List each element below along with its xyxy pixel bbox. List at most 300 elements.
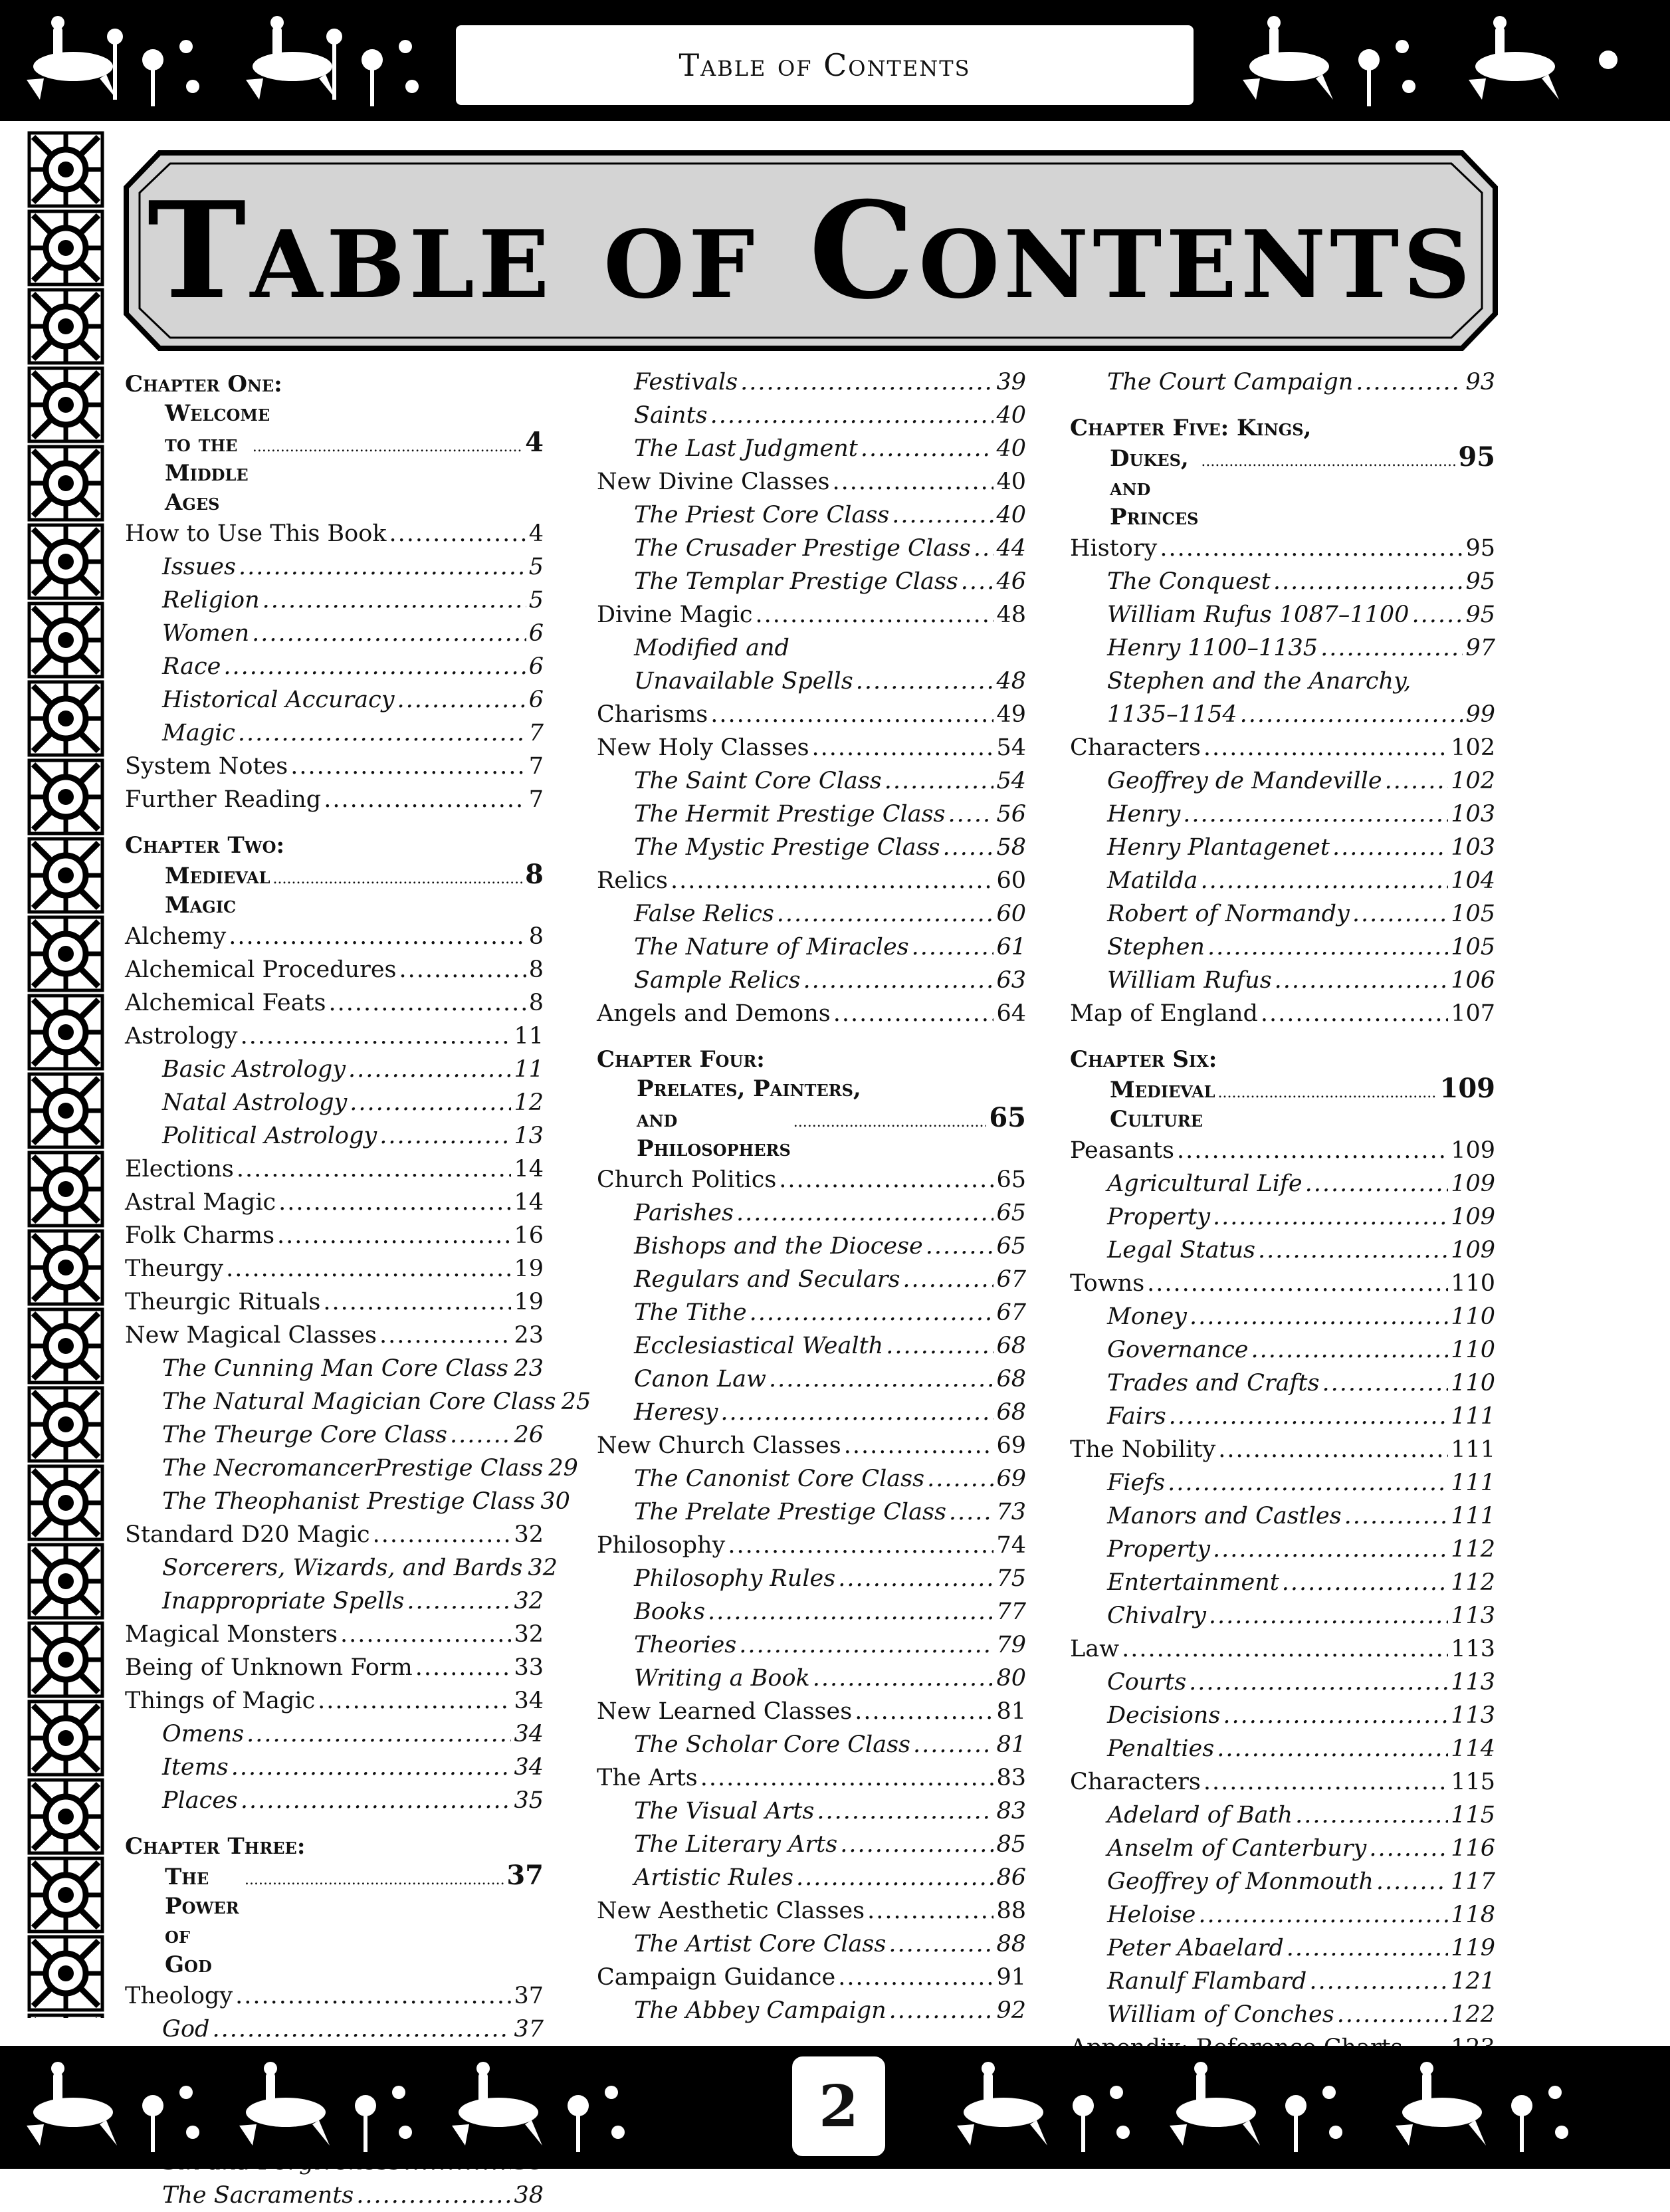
toc-entry[interactable] bbox=[125, 517, 544, 550]
dot-leader bbox=[1213, 1200, 1448, 1234]
page-ref: 83 bbox=[996, 1765, 1026, 1791]
dot-leader bbox=[844, 1429, 994, 1462]
entry-label: Modified and bbox=[634, 635, 789, 661]
dot-leader bbox=[238, 717, 526, 750]
toc-subentry[interactable] bbox=[597, 964, 1026, 997]
toc-subentry[interactable] bbox=[597, 1329, 1026, 1363]
page-ref: 11 bbox=[514, 1023, 544, 1050]
toc-subentry[interactable] bbox=[1070, 1898, 1495, 1932]
page-ref: 40 bbox=[996, 402, 1026, 429]
entry-label: Magic bbox=[162, 720, 235, 746]
toc-entry[interactable] bbox=[597, 1529, 1026, 1562]
dot-leader bbox=[373, 1518, 512, 1551]
dot-leader bbox=[1147, 1267, 1448, 1300]
toc-entry[interactable] bbox=[597, 1761, 1026, 1795]
entry-label: False Relics bbox=[634, 901, 774, 927]
entry-label: Trades and Crafts bbox=[1107, 1370, 1320, 1396]
toc-subentry[interactable] bbox=[597, 432, 1026, 465]
toc-subentry[interactable] bbox=[125, 550, 544, 584]
toc-subentry[interactable] bbox=[597, 1994, 1026, 2027]
toc-subentry[interactable] bbox=[597, 1263, 1026, 1296]
page-ref: 6 bbox=[528, 653, 544, 680]
page-ref: 81 bbox=[996, 1731, 1026, 1758]
page-ref: 106 bbox=[1451, 967, 1495, 994]
dot-leader bbox=[1337, 1998, 1449, 2031]
dot-leader bbox=[943, 831, 994, 864]
chapter-heading[interactable] bbox=[597, 1045, 1026, 1163]
toc-entry[interactable] bbox=[125, 1684, 544, 1717]
chapter-heading[interactable] bbox=[125, 831, 544, 920]
entry-label: The Crusader Prestige Class bbox=[634, 535, 971, 562]
toc-entry[interactable] bbox=[125, 953, 544, 986]
entry-label: Issues bbox=[162, 554, 236, 580]
page-ref: 14 bbox=[514, 1156, 544, 1182]
dot-leader bbox=[1287, 1932, 1448, 1965]
toc-subentry[interactable] bbox=[1070, 1533, 1495, 1566]
toc-subentry[interactable] bbox=[1070, 864, 1495, 897]
page-ref: 103 bbox=[1451, 801, 1495, 828]
toc-entry[interactable] bbox=[125, 783, 544, 816]
page-ref: 97 bbox=[1465, 635, 1495, 661]
toc-subentry[interactable] bbox=[597, 1861, 1026, 1894]
toc-subentry[interactable] bbox=[597, 665, 1026, 698]
toc-subentry[interactable] bbox=[1070, 831, 1495, 864]
toc-entry[interactable] bbox=[597, 465, 1026, 498]
dot-leader bbox=[796, 1861, 993, 1894]
toc-subentry[interactable] bbox=[125, 1452, 578, 1485]
entry-label: Heresy bbox=[634, 1399, 718, 1426]
toc-subentry[interactable] bbox=[1070, 631, 1495, 665]
entry-label: Stephen and the Anarchy, bbox=[1107, 668, 1411, 695]
entry-label: The Artist Core Class bbox=[634, 1931, 887, 1957]
chapter-title-line: Prelates, Painters, bbox=[637, 1075, 861, 1102]
toc-subentry[interactable] bbox=[1070, 1234, 1495, 1267]
dot-leader bbox=[252, 617, 526, 650]
dot-leader bbox=[892, 498, 993, 532]
dot-leader bbox=[812, 731, 994, 764]
page-ref: 110 bbox=[1451, 1337, 1495, 1363]
toc-subentry[interactable] bbox=[125, 1551, 558, 1585]
toc-entry[interactable] bbox=[125, 1186, 544, 1219]
toc-entry[interactable] bbox=[597, 1695, 1026, 1728]
toc-subentry[interactable] bbox=[1070, 1466, 1495, 1499]
toc-subentry[interactable] bbox=[1070, 665, 1495, 698]
toc-subentry[interactable] bbox=[125, 1053, 544, 1086]
entry-label: The Theurge Core Class bbox=[162, 1422, 448, 1448]
chapter-title-line: Chapter Three: bbox=[125, 1833, 306, 1860]
chapter-heading[interactable] bbox=[1070, 1045, 1495, 1134]
toc-entry[interactable] bbox=[1070, 1267, 1495, 1300]
entry-label: The Nobility bbox=[1070, 1436, 1216, 1463]
toc-subentry[interactable] bbox=[125, 1717, 544, 1751]
toc-subentry[interactable] bbox=[597, 565, 1026, 598]
dot-leader bbox=[1183, 798, 1448, 831]
toc-subentry[interactable] bbox=[597, 1462, 1026, 1495]
toc-entry[interactable] bbox=[1070, 1134, 1495, 1167]
toc-subentry[interactable] bbox=[1070, 1333, 1495, 1367]
toc-subentry[interactable] bbox=[125, 1485, 570, 1518]
toc-entry[interactable] bbox=[1070, 731, 1495, 764]
page-ref: 68 bbox=[996, 1366, 1026, 1392]
toc-entry[interactable] bbox=[597, 598, 1026, 631]
dot-leader bbox=[720, 1396, 993, 1429]
dot-leader bbox=[241, 1020, 512, 1053]
toc-subentry[interactable] bbox=[125, 2013, 544, 2046]
toc-entry[interactable] bbox=[597, 731, 1026, 764]
page-ref: 116 bbox=[1451, 1835, 1495, 1862]
page-ref: 12 bbox=[514, 1089, 544, 1116]
toc-subentry[interactable] bbox=[1070, 1998, 1495, 2031]
toc-subentry[interactable] bbox=[1070, 1799, 1495, 1832]
dot-leader bbox=[1258, 1234, 1448, 1267]
dot-leader bbox=[769, 1363, 993, 1396]
page-ref: 85 bbox=[996, 1831, 1026, 1858]
toc-subentry[interactable] bbox=[125, 617, 544, 650]
toc-subentry[interactable] bbox=[125, 1119, 544, 1153]
toc-subentry[interactable] bbox=[1070, 1832, 1495, 1865]
page-ref: 115 bbox=[1451, 1769, 1495, 1795]
toc-subentry[interactable] bbox=[597, 532, 1026, 565]
page-ref: 7 bbox=[528, 753, 544, 780]
page-ref: 111 bbox=[1451, 1403, 1495, 1430]
dot-leader bbox=[278, 1186, 511, 1219]
toc-subentry[interactable] bbox=[597, 1562, 1026, 1595]
toc-subentry[interactable] bbox=[125, 1352, 544, 1385]
dot-leader bbox=[229, 920, 526, 953]
toc-subentry[interactable] bbox=[597, 1928, 1026, 1961]
page-ref: 115 bbox=[1451, 1802, 1495, 1828]
dot-leader bbox=[926, 1230, 994, 1263]
toc-subentry[interactable] bbox=[597, 1363, 1026, 1396]
toc-subentry[interactable] bbox=[597, 931, 1026, 964]
page-ref: 11 bbox=[514, 1056, 544, 1083]
toc-entry[interactable] bbox=[125, 1020, 544, 1053]
toc-subentry[interactable] bbox=[125, 1784, 544, 1817]
toc-subentry[interactable] bbox=[125, 1418, 544, 1452]
page-ref: 40 bbox=[996, 502, 1026, 528]
page-ref: 65 bbox=[996, 1166, 1026, 1193]
entry-label: William Rufus bbox=[1107, 967, 1272, 994]
dot-leader bbox=[1385, 764, 1449, 798]
toc-subentry[interactable] bbox=[597, 764, 1026, 798]
toc-subentry[interactable] bbox=[597, 1662, 1026, 1695]
chapter-heading[interactable] bbox=[1070, 413, 1495, 532]
entry-label: Unavailable Spells bbox=[634, 668, 853, 695]
toc-entry[interactable] bbox=[125, 1618, 544, 1651]
entry-label: The Arts bbox=[597, 1765, 698, 1791]
dot-leader bbox=[889, 1994, 994, 2027]
page-number: 2 bbox=[788, 2052, 889, 2160]
toc-entry[interactable] bbox=[597, 1961, 1026, 1994]
dot-leader bbox=[239, 550, 526, 584]
dot-leader bbox=[927, 1462, 993, 1495]
toc-subentry[interactable] bbox=[597, 498, 1026, 532]
page-ref: 113 bbox=[1451, 1603, 1495, 1629]
entry-label: The Literary Arts bbox=[634, 1831, 838, 1858]
dot-leader bbox=[1168, 1466, 1448, 1499]
toc-subentry[interactable] bbox=[125, 1385, 591, 1418]
entry-label: History bbox=[1070, 535, 1158, 562]
celtic-knot-border bbox=[27, 130, 105, 2018]
dot-leader bbox=[245, 1866, 504, 1895]
toc-subentry[interactable] bbox=[597, 1828, 1026, 1861]
page-ref: 49 bbox=[996, 701, 1026, 728]
entry-label: Adelard of Bath bbox=[1107, 1802, 1293, 1828]
toc-subentry[interactable] bbox=[125, 1086, 544, 1119]
dot-leader bbox=[397, 683, 526, 717]
page-ref: 37 bbox=[506, 1860, 544, 1891]
toc-entry[interactable] bbox=[125, 1518, 544, 1551]
page-ref: 95 bbox=[1465, 568, 1495, 595]
toc-subentry[interactable] bbox=[1070, 798, 1495, 831]
title-banner bbox=[120, 148, 1502, 354]
page-ref: 64 bbox=[996, 1000, 1026, 1027]
page-ref: 74 bbox=[996, 1532, 1026, 1559]
entry-label: Sorcerers, Wizards, and Bards bbox=[162, 1555, 523, 1581]
dot-leader bbox=[708, 1595, 993, 1628]
entry-label: The Saint Core Class bbox=[634, 768, 882, 794]
page-ref: 33 bbox=[514, 1654, 544, 1681]
entry-label: System Notes bbox=[125, 753, 288, 780]
toc-subentry[interactable] bbox=[597, 1795, 1026, 1828]
entry-label: Henry Plantagenet bbox=[1107, 834, 1330, 861]
page-ref: 80 bbox=[996, 1665, 1026, 1692]
entry-label: William Rufus 1087–1100 bbox=[1107, 602, 1409, 628]
page-ref: 7 bbox=[528, 720, 544, 746]
page-ref: 32 bbox=[514, 1621, 544, 1648]
entry-label: Theurgic Rituals bbox=[125, 1289, 321, 1315]
entry-label: The Tithe bbox=[634, 1299, 747, 1326]
page-ref: 111 bbox=[1451, 1436, 1495, 1463]
entry-label: Astrology bbox=[125, 1023, 238, 1050]
dot-leader bbox=[728, 1529, 993, 1562]
page-ref: 37 bbox=[514, 1983, 544, 2009]
page-ref: 48 bbox=[996, 668, 1026, 695]
toc-subentry[interactable] bbox=[1070, 698, 1495, 731]
dot-leader bbox=[740, 366, 993, 399]
chapter-heading[interactable] bbox=[125, 1832, 544, 1979]
toc-entry[interactable] bbox=[597, 1429, 1026, 1462]
header-band bbox=[0, 0, 1670, 121]
dot-leader bbox=[832, 465, 993, 498]
dot-leader bbox=[803, 964, 994, 997]
toc-subentry[interactable] bbox=[1070, 764, 1495, 798]
dot-leader bbox=[1322, 1367, 1448, 1400]
dot-leader bbox=[948, 798, 993, 831]
toc-subentry[interactable] bbox=[1070, 1200, 1495, 1234]
entry-label: Fairs bbox=[1107, 1403, 1166, 1430]
toc-subentry[interactable] bbox=[597, 1396, 1026, 1429]
page-ref: 110 bbox=[1451, 1270, 1495, 1297]
toc-subentry[interactable] bbox=[1070, 1599, 1495, 1632]
entry-label: Robert of Normandy bbox=[1107, 901, 1350, 927]
toc-subentry[interactable] bbox=[1070, 1167, 1495, 1200]
toc-subentry[interactable] bbox=[597, 1495, 1026, 1529]
entry-label: New Church Classes bbox=[597, 1432, 841, 1459]
toc-entry[interactable] bbox=[125, 920, 544, 953]
toc-subentry[interactable] bbox=[1070, 1300, 1495, 1333]
dot-leader bbox=[777, 897, 994, 931]
entry-label: The Cunning Man Core Class bbox=[162, 1355, 508, 1382]
entry-label: God bbox=[162, 2016, 210, 2043]
entry-label: Entertainment bbox=[1107, 1569, 1279, 1596]
chapter-heading[interactable] bbox=[125, 370, 544, 517]
entry-label: Standard D20 Magic bbox=[125, 1521, 370, 1548]
page-ref: 38 bbox=[514, 2182, 544, 2209]
page-ref: 16 bbox=[514, 1222, 544, 1249]
toc-subentry[interactable] bbox=[1070, 931, 1495, 964]
toc-subentry[interactable] bbox=[1070, 366, 1495, 399]
toc-subentry[interactable] bbox=[1070, 598, 1495, 631]
toc-entry[interactable] bbox=[597, 698, 1026, 731]
toc-entry[interactable] bbox=[1070, 1433, 1495, 1466]
page-ref: 75 bbox=[996, 1565, 1026, 1592]
dot-leader bbox=[1261, 997, 1448, 1030]
toc-subentry[interactable] bbox=[1070, 1566, 1495, 1599]
page-ref: 25 bbox=[561, 1388, 591, 1415]
toc-subentry[interactable] bbox=[597, 1296, 1026, 1329]
entry-label: Natal Astrology bbox=[162, 1089, 348, 1116]
toc-entry[interactable] bbox=[125, 1979, 544, 2013]
toc-subentry[interactable] bbox=[597, 1196, 1026, 1230]
entry-label: 1135–1154 bbox=[1107, 701, 1237, 728]
entry-label: Philosophy Rules bbox=[634, 1565, 836, 1592]
toc-entry[interactable] bbox=[1070, 1765, 1495, 1799]
toc-subentry[interactable] bbox=[1070, 1367, 1495, 1400]
entry-label: Writing a Book bbox=[634, 1665, 810, 1692]
dot-leader bbox=[237, 1153, 512, 1186]
toc-entry[interactable] bbox=[125, 750, 544, 783]
page-ref: 19 bbox=[514, 1289, 544, 1315]
toc-entry[interactable] bbox=[125, 1285, 544, 1319]
toc-subentry[interactable] bbox=[597, 798, 1026, 831]
toc-subentry[interactable] bbox=[597, 1728, 1026, 1761]
dot-leader bbox=[1190, 1300, 1448, 1333]
entry-label: Penalties bbox=[1107, 1735, 1215, 1762]
dot-leader bbox=[348, 1053, 511, 1086]
dot-leader bbox=[1189, 1666, 1448, 1699]
toc-subentry[interactable] bbox=[125, 1585, 544, 1618]
toc-entry[interactable] bbox=[125, 1252, 544, 1285]
page-ref: 4 bbox=[528, 520, 544, 547]
dot-leader bbox=[856, 665, 994, 698]
page-ref: 32 bbox=[514, 1588, 544, 1614]
page-ref: 40 bbox=[996, 469, 1026, 495]
toc-subentry[interactable] bbox=[1070, 565, 1495, 598]
toc-entry[interactable] bbox=[1070, 532, 1495, 565]
entry-label: Charisms bbox=[597, 701, 708, 728]
dot-leader bbox=[318, 1684, 511, 1717]
toc-subentry[interactable] bbox=[1070, 964, 1495, 997]
page-ref: 81 bbox=[996, 1698, 1026, 1725]
toc-subentry[interactable] bbox=[597, 399, 1026, 432]
toc-subentry[interactable] bbox=[1070, 1732, 1495, 1765]
entry-label: New Holy Classes bbox=[597, 734, 809, 761]
toc-subentry[interactable] bbox=[597, 1628, 1026, 1662]
page-ref: 67 bbox=[996, 1299, 1026, 1326]
knotwork-icon bbox=[27, 130, 105, 2018]
toc-subentry[interactable] bbox=[125, 717, 544, 750]
entry-label: Saints bbox=[634, 402, 708, 429]
page-ref: 8 bbox=[525, 859, 544, 890]
toc-entry[interactable] bbox=[125, 1319, 544, 1352]
dot-leader bbox=[324, 783, 526, 816]
entry-label: The Visual Arts bbox=[634, 1798, 815, 1825]
page-ref: 109 bbox=[1439, 1073, 1495, 1104]
toc-subentry[interactable] bbox=[1070, 1699, 1495, 1732]
toc-entry[interactable] bbox=[597, 864, 1026, 897]
toc-entry[interactable] bbox=[125, 1651, 544, 1684]
page-ref: 8 bbox=[528, 923, 544, 950]
page-ref: 23 bbox=[514, 1322, 544, 1349]
page-ref: 110 bbox=[1451, 1370, 1495, 1396]
toc-subentry[interactable] bbox=[125, 683, 544, 717]
chapter-title-line: The Power of God bbox=[165, 1864, 239, 1978]
toc-subentry[interactable] bbox=[125, 650, 544, 683]
page-title: Table of Contents bbox=[147, 172, 1475, 329]
entry-label: Being of Unknown Form bbox=[125, 1654, 413, 1681]
page-ref: 95 bbox=[1458, 441, 1495, 473]
toc-subentry[interactable] bbox=[1070, 1865, 1495, 1898]
toc-entry[interactable] bbox=[1070, 997, 1495, 1030]
entry-label: The Abbey Campaign bbox=[634, 1997, 887, 2024]
dot-leader bbox=[817, 1795, 993, 1828]
toc-subentry[interactable] bbox=[1070, 1932, 1495, 1965]
entry-label: Bishops and the Diocese bbox=[634, 1233, 923, 1260]
dot-leader bbox=[840, 1828, 993, 1861]
entry-label: Sample Relics bbox=[634, 967, 801, 994]
dot-leader bbox=[700, 1761, 994, 1795]
toc-entry[interactable] bbox=[125, 986, 544, 1020]
toc-subentry[interactable] bbox=[125, 584, 544, 617]
toc-subentry[interactable] bbox=[597, 1595, 1026, 1628]
toc-subentry[interactable] bbox=[1070, 1400, 1495, 1433]
entry-label: Theurgy bbox=[125, 1256, 224, 1282]
toc-subentry[interactable] bbox=[597, 831, 1026, 864]
toc-subentry[interactable] bbox=[1070, 1666, 1495, 1699]
entry-label: Ranulf Flambard bbox=[1107, 1968, 1307, 1995]
toc-subentry[interactable] bbox=[597, 1230, 1026, 1263]
dot-leader bbox=[379, 1319, 512, 1352]
chapter-title-line: Welcome bbox=[165, 400, 270, 427]
toc-subentry[interactable] bbox=[125, 1751, 544, 1784]
page-ref: 111 bbox=[1451, 1503, 1495, 1529]
page-ref: 56 bbox=[996, 801, 1026, 828]
toc-subentry[interactable] bbox=[597, 631, 1026, 665]
toc-entry[interactable] bbox=[597, 1894, 1026, 1928]
toc-subentry[interactable] bbox=[597, 897, 1026, 931]
toc-subentry[interactable] bbox=[597, 366, 1026, 399]
dot-leader bbox=[710, 698, 993, 731]
page-ref: 83 bbox=[996, 1798, 1026, 1825]
entry-label: Festivals bbox=[634, 369, 738, 395]
dot-leader bbox=[1160, 532, 1463, 565]
entry-label: New Divine Classes bbox=[597, 469, 830, 495]
toc-entry[interactable] bbox=[597, 997, 1026, 1030]
dot-leader bbox=[407, 1585, 511, 1618]
toc-subentry[interactable] bbox=[1070, 1499, 1495, 1533]
entry-label: Characters bbox=[1070, 734, 1201, 761]
toc-subentry[interactable] bbox=[1070, 1965, 1495, 1998]
toc-entry[interactable] bbox=[125, 1153, 544, 1186]
toc-entry[interactable] bbox=[125, 1219, 544, 1252]
toc-entry[interactable] bbox=[597, 1163, 1026, 1196]
toc-entry[interactable] bbox=[1070, 1632, 1495, 1666]
toc-subentry[interactable] bbox=[1070, 897, 1495, 931]
entry-label: Political Astrology bbox=[162, 1123, 377, 1149]
entry-label: The Natural Magician Core Class bbox=[162, 1388, 556, 1415]
toc-subentry[interactable] bbox=[125, 2179, 544, 2212]
